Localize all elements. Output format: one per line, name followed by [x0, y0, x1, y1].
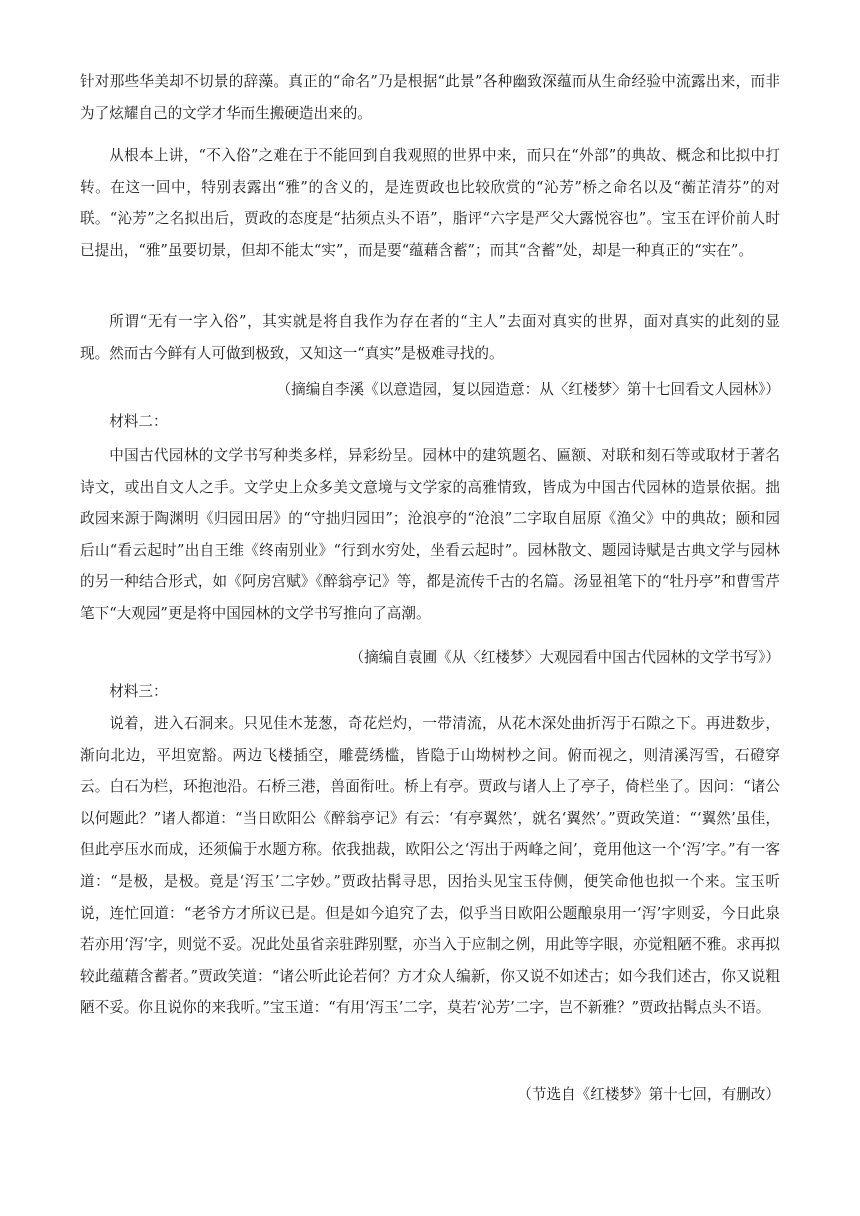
- label-text: 材料二：: [109, 413, 168, 430]
- paragraph-2: [80, 306, 780, 369]
- paragraph-text: 中国古代园林的文学书写种类多样，异彩纷呈。园林中的建筑题名、匾额、对联和刻石等或取材于著名诗文，或出自文人之手。文学史上众多美文意境与文学家的高雅情致，皆成为中国古代园林的造景依据。拙政园来源于陶渊明《归园田居》的“守拙归园田”；沧浪亭的“沧浪”二字取自屈原《渔父》中的典故；颐和园后山“看云起时”出自王维《终南别业》“行到水穷处，坐看云起时”。园林散文、题园诗赋是古典文学与园林的另一种结合形式，如《阿房宫赋》《醉翁亭记》等，都是流传千古的名篇。汤显祖笔下的“牡丹亭”和曹雪芹笔下“大观园”更是将中国园林的文学书写推向了高潮。: [80, 447, 780, 622]
- material-three-label: [80, 676, 780, 708]
- citation-text: （节选自《红楼梦》第十七回，有删改）: [517, 1086, 780, 1103]
- material-two-label: [80, 406, 780, 438]
- source-citation-2: [80, 642, 780, 674]
- paragraph-3: [80, 440, 780, 630]
- paragraph-continuation: [80, 66, 780, 129]
- citation-text: （摘编自袁圃《从〈红楼梦〉大观园看中国古代园林的文学书写》）: [349, 649, 780, 666]
- paragraph-text: 说着，进入石洞来。只见佳木茏葱，奇花烂灼，一带清流，从花木深处曲折泻于石隙之下。再进数步，渐向北边，平坦宽豁。两边飞楼插空，雕甍绣槛，皆隐于山坳树杪之间。俯而视之，则清溪泻雪，石磴穿云。白石为栏，环抱池沿。石桥三港，兽面衔吐。桥上有亭。贾政与诸人上了亭子，倚栏坐了。因问：“诸公以何题此？”诸人都道：“当日欧阳公《醉翁亭记》有云：‘有亭翼然’，就名‘翼然’。”贾政笑道：“‘翼然’虽佳，但此亭压水而成，还须偏于水题方称。依我拙裁，欧阳公之‘泻出于两峰之间’，竟用他这一个‘泻’字。”有一客道：“是极，是极。竟是‘泻玉’二字妙。”贾政拈髯寻思，因抬头见宝玉侍侧，便笑命他也拟一个来。宝玉听说，连忙回道：“老爷方才所议已是。但是如今追究了去，似乎当日欧阳公题酿泉用一‘泻’字则妥，今日此泉若亦用‘泻’字，则觉不妥。况此处虽省亲驻跸别墅，亦当入于应制之例，用此等字眼，亦觉粗陋不雅。求再拟较此蕴藉含蓄者。”贾政笑道：“诸公听此论若何？方才众人编新，你又说不如述古；如今我们述古，你又说粗陋不妥。你且说你的来我听。”宝玉道：“有用‘泻玉’二字，莫若‘沁芳’二字，岂不新雅？”贾政拈髯点头不语。: [80, 715, 780, 1017]
- citation-text: （摘编自李溪《以意造园，复以园造意：从〈红楼梦〉第十七回看文人园林》）: [276, 381, 780, 398]
- paragraph-4: [80, 708, 780, 1024]
- source-citation-3: [80, 1079, 780, 1111]
- label-text: 材料三：: [109, 683, 168, 700]
- paragraph-text: 针对那些华美却不切景的辞藻。真正的“命名”乃是根据“此景”各种幽致深蕴而从生命经验中流露出来，而非为了炫耀自己的文学才华而生搬硬造出来的。: [80, 73, 780, 122]
- paragraph-text: 从根本上讲，“不入俗”之难在于不能回到自我观照的世界中来，而只在“外部”的典故、概念和比拟中打转。在这一回中，特别表露出“雅”的含义的，是连贾政也比较欣赏的“沁芳”桥之命名以及“蘅芷清芬”的对联。“沁芳”之名拟出后，贾政的态度是“拈须点头不语”，脂评“六字是严父大露悦容也”。宝玉在评价前人时已提出，“雅”虽要切景，但却不能太“实”，而是要“蕴藉含蓄”；而其“含蓄”处，却是一种真正的“实在”。: [80, 147, 780, 259]
- paragraph-1: [80, 140, 780, 266]
- source-citation-1: [80, 374, 780, 406]
- paragraph-text: 所谓“无有一字入俗”，其实就是将自我作为存在者的“主人”去面对真实的世界，面对真实的此刻的显现。然而古今鲜有人可做到极致，又知这一“真实”是极难寻找的。: [80, 313, 780, 362]
